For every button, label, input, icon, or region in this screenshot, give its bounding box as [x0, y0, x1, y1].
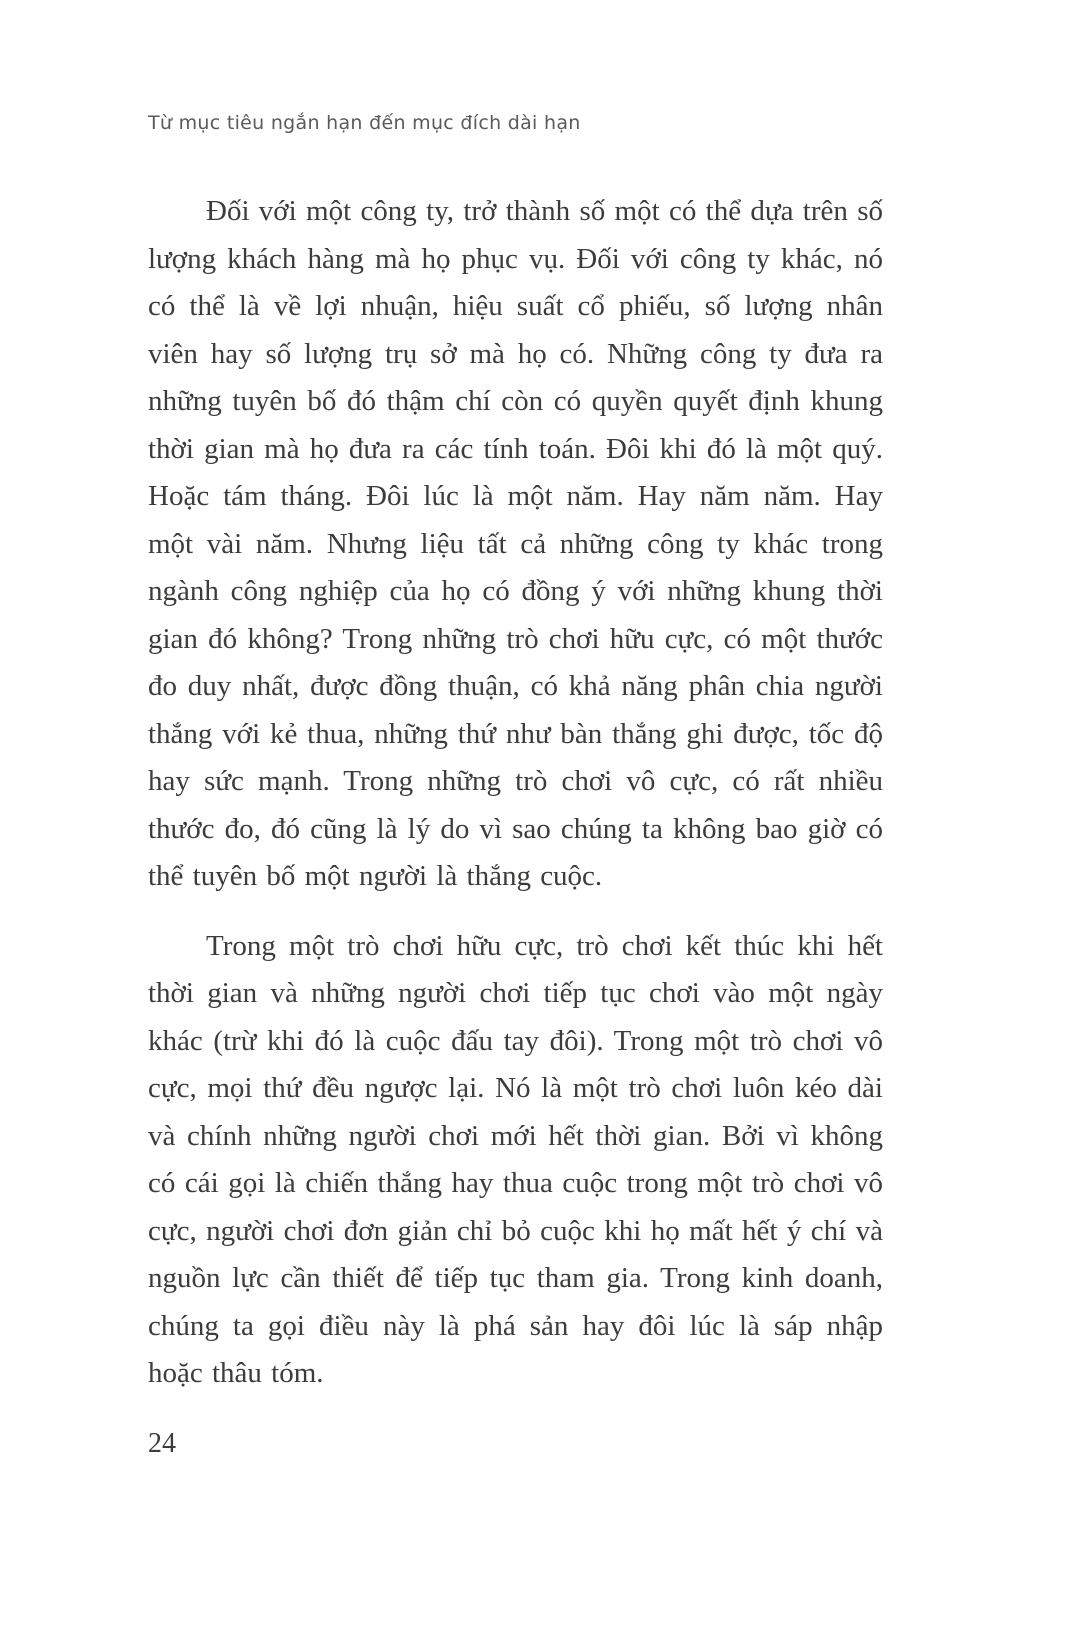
paragraph-2: Trong một trò chơi hữu cực, trò chơi kết thúc khi hết thời gian và những người chơi tiếp tục chơi vào một ngày khác (trừ khi đó là cuộc đấu tay đôi). Trong một trò chơi vô cực, mọi thứ đều ngược lại. Nó là một trò chơi luôn kéo dài và chính những người chơi mới hết thời gian. Bởi vì không có cái gọi là chiến thắng hay thua cuộc trong một trò chơi vô cực, người chơi đơn giản chỉ bỏ cuộc khi họ mất hết ý chí và nguồn lực cần thiết để tiếp tục tham gia. Trong kinh doanh, chúng ta gọi điều này là phá sản hay đôi lúc là sáp nhập hoặc thâu tóm. — [148, 929, 883, 1389]
page-number: 24 — [148, 1428, 176, 1459]
body-text — [148, 188, 883, 1420]
running-header: Từ mục tiêu ngắn hạn đến mục đích dài hạn — [148, 112, 581, 134]
paragraph-1: Đối với một công ty, trở thành số một có thể dựa trên số lượng khách hàng mà họ phục vụ. Đối với công ty khác, nó có thể là về lợi nhuận, hiệu suất cổ phiếu, số lượng nhân viên hay số lượng trụ sở mà họ có. Những công ty đưa ra những tuyên bố đó thậm chí còn có quyền quyết định khung thời gian mà họ đưa ra các tính toán. Đôi khi đó là một quý. Hoặc tám tháng. Đôi lúc là một năm. Hay năm năm. Hay một vài năm. Nhưng liệu tất cả những công ty khác trong ngành công nghiệp của họ có đồng ý với những khung thời gian đó không? Trong những trò chơi hữu cực, có một thước đo duy nhất, được đồng thuận, có khả năng phân chia người thắng với kẻ thua, những thứ như bàn thắng ghi được, tốc độ hay sức mạnh. Trong những trò chơi vô cực, có rất nhiều thước đo, đó cũng là lý do vì sao chúng ta không bao giờ có thể tuyên bố một người là thắng cuộc. — [148, 195, 883, 892]
